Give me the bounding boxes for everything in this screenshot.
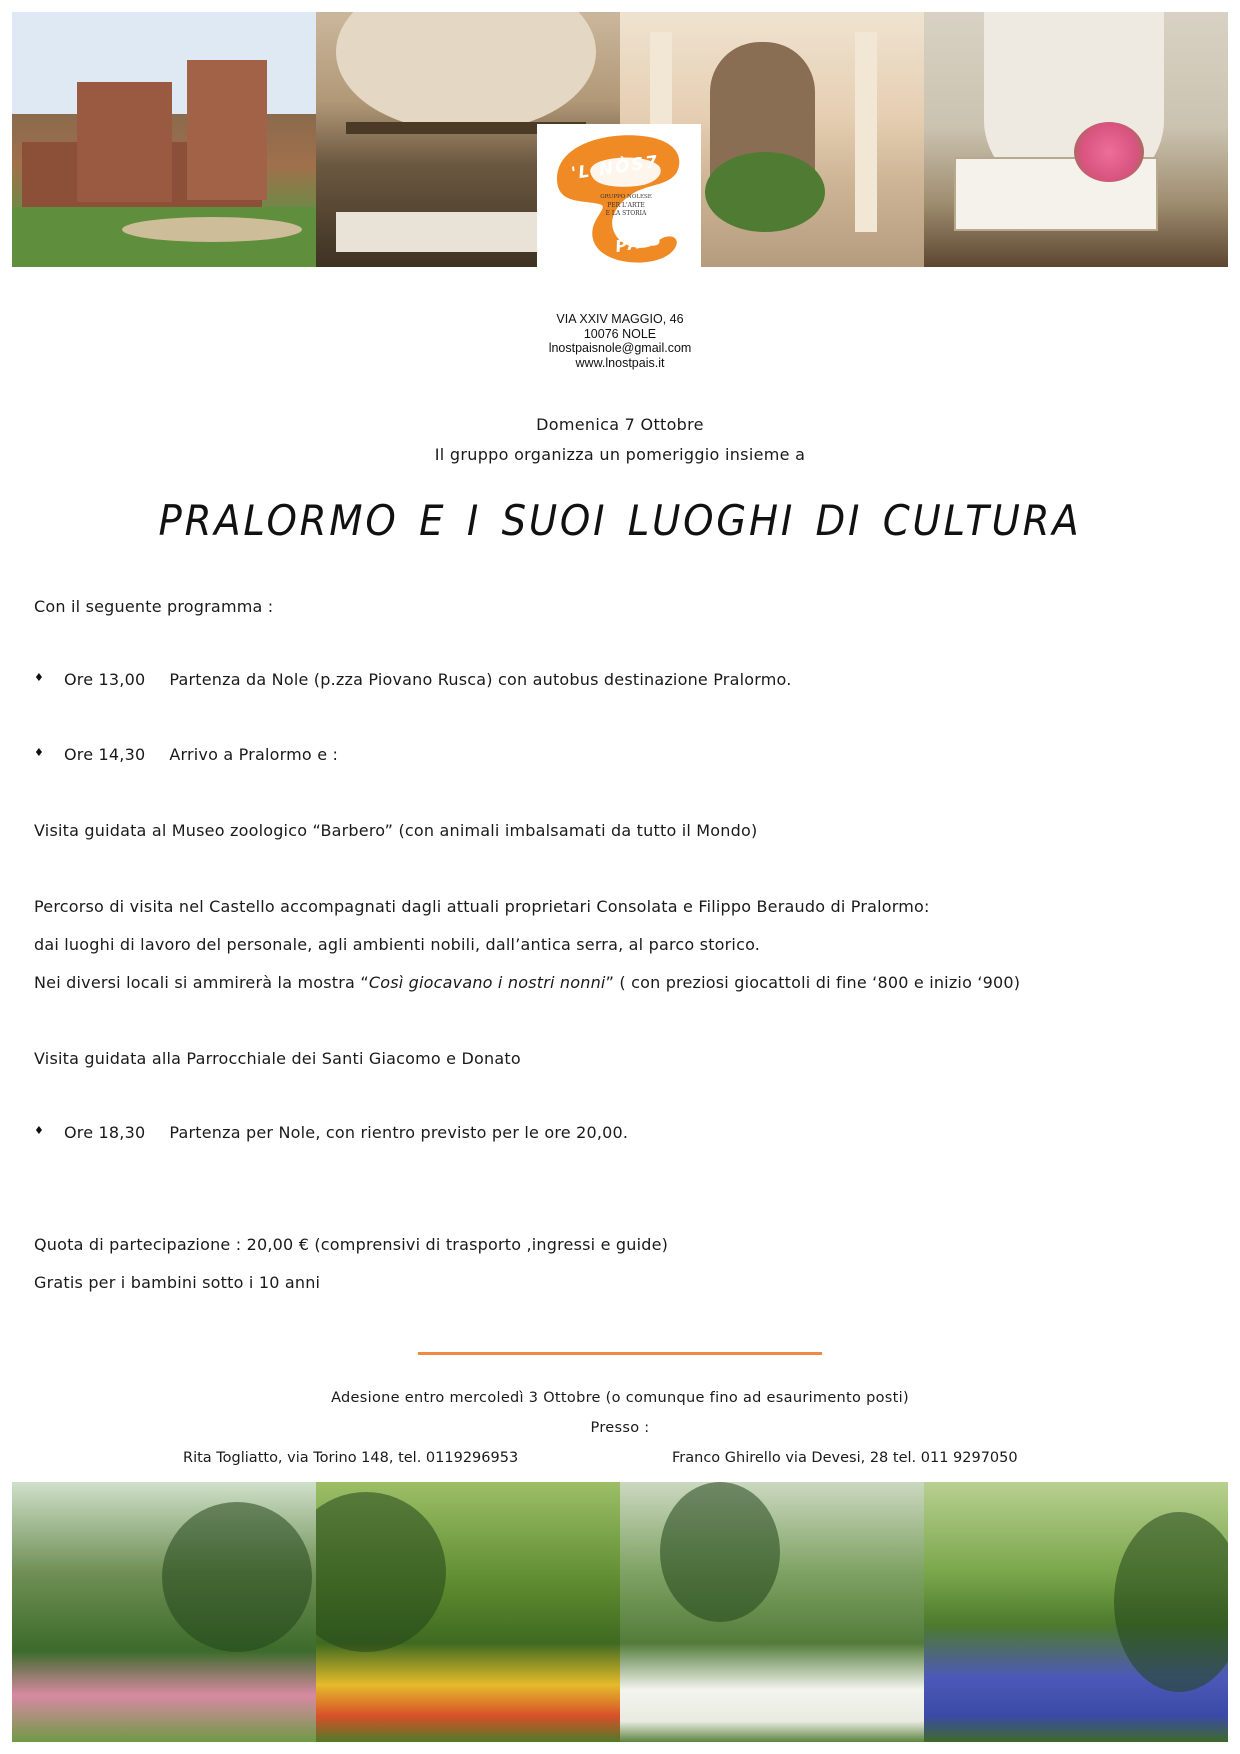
castle-exterior-photo: [12, 12, 316, 267]
logo-word-top: 'L NÒS7: [570, 151, 661, 185]
program-museum: Visita guidata al Museo zoologico “Barbero” (con animali imbalsamati da tutto il Mondo): [34, 821, 758, 840]
program-item-time: Ore 18,30: [64, 1123, 146, 1142]
castle-line-3-end: ” ( con preziosi giocattoli di fine ‘800 e inizio ‘900): [605, 973, 1021, 992]
logo-tagline-2: PER L'ARTE: [607, 202, 645, 209]
exhibition-title: Così giocavano i nostri nonni: [368, 973, 606, 992]
bullet-icon: ♦: [34, 746, 44, 759]
park-muscari-blue-photo: [924, 1482, 1228, 1742]
event-date: Domenica 7 Ottobre: [536, 415, 704, 434]
program-heading: Con il seguente programma :: [34, 597, 274, 616]
event-intro: Il gruppo organizza un pomeriggio insieme a: [434, 445, 806, 464]
bullet-icon: ♦: [34, 671, 44, 684]
contact-franco: Franco Ghirello via Devesi, 28 tel. 011 9297050: [672, 1450, 1018, 1466]
castle-line-3-start: Nei diversi locali si ammirerà la mostra “: [34, 973, 369, 992]
program-castle-line-1: Percorso di visita nel Castello accompagnati dagli attuali proprietari Consolata e Filippo Beraudo di Pralormo:: [34, 897, 930, 916]
program-item-text: Partenza per Nole, con rientro previsto per le ore 20,00.: [169, 1123, 629, 1142]
castle-bedroom-photo: [924, 12, 1228, 267]
program-item-return: [64, 1123, 628, 1142]
program-item-time: Ore 13,00: [64, 670, 146, 689]
park-tulips-yellow-photo: [316, 1482, 620, 1742]
program-item-text: Partenza da Nole (p.zza Piovano Rusca) con autobus destinazione Pralormo.: [169, 670, 792, 689]
program-item-time: Ore 14,30: [64, 745, 146, 764]
address-city: 10076 NOLE: [583, 326, 657, 341]
logo-tagline-1: GRUPPO NOLESE: [600, 194, 652, 200]
event-title: PRALORMO E I SUOI LUOGHI DI CULTURA: [158, 496, 1082, 545]
park-tulips-pink-photo: [12, 1482, 316, 1742]
group-logo: [537, 124, 701, 267]
bottom-photo-strip: [12, 1482, 1228, 1742]
address-email[interactable]: lnostpaisnole@gmail.com: [548, 341, 692, 355]
address-block: [480, 312, 760, 370]
fee-line: Quota di partecipazione : 20,00 € (comprensivi di trasporto ,ingressi e guide): [34, 1235, 669, 1254]
program-castle-line-2: dai luoghi di lavoro del personale, agli ambienti nobili, dall’antica serra, al parco storico.: [34, 935, 761, 954]
logo-tagline-3: E LA STORIA: [605, 210, 647, 217]
program-item-departure: [64, 670, 792, 689]
address-website[interactable]: www.lnostpais.it: [575, 355, 665, 370]
park-tulips-white-photo: [620, 1482, 924, 1742]
program-item-arrival: [64, 745, 338, 764]
registration-presso: Presso :: [590, 1420, 650, 1436]
program-castle-line-3: [34, 973, 1020, 992]
bullet-icon: ♦: [34, 1124, 44, 1137]
contact-rita: Rita Togliatto, via Torino 148, tel. 0119296953: [183, 1450, 519, 1466]
logo-word-bottom: PAIS: [613, 228, 665, 257]
program-item-text: Arrivo a Pralormo e :: [169, 745, 339, 764]
address-street: VIA XXIV MAGGIO, 46: [556, 312, 684, 326]
fee-children: Gratis per i bambini sotto i 10 anni: [34, 1273, 321, 1292]
orange-divider: [418, 1352, 822, 1355]
program-church: Visita guidata alla Parrocchiale dei Santi Giacomo e Donato: [34, 1049, 521, 1068]
registration-deadline: Adesione entro mercoledì 3 Ottobre (o comunque fino ad esaurimento posti): [331, 1390, 909, 1406]
